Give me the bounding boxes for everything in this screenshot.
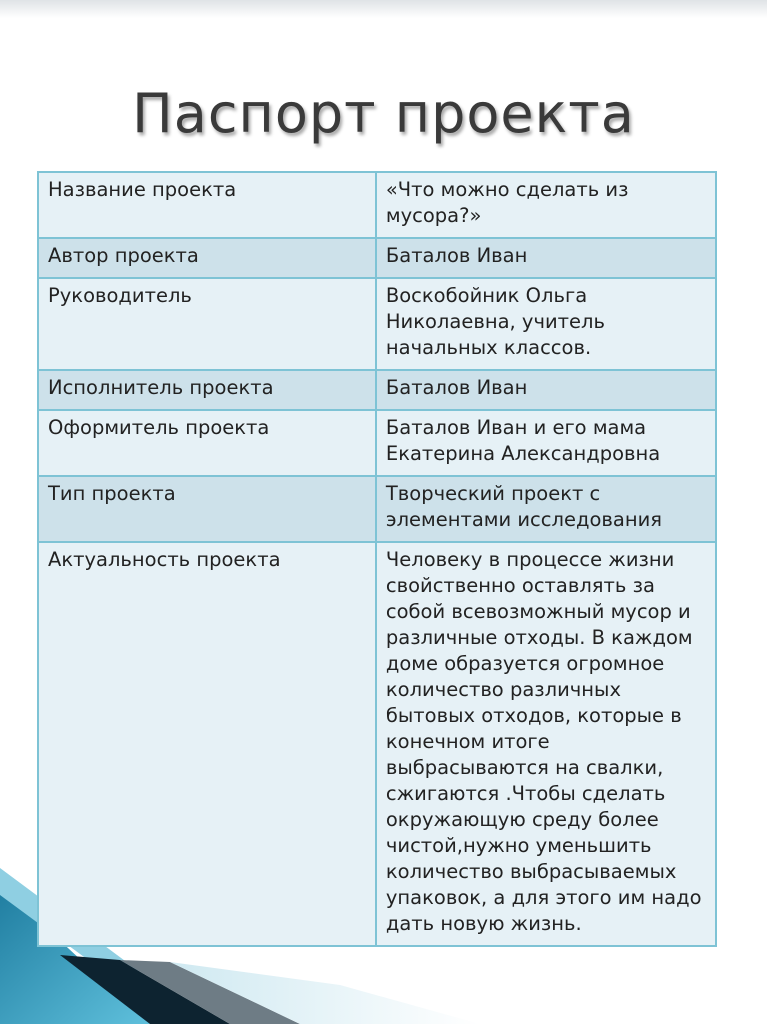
row-label: Тип проекта — [38, 476, 376, 542]
row-value: Человеку в процессе жизни свойственно оставлять за собой всевозможный мусор и различные отходы. В каждом доме образуется огромное количество различных бытовых отходов, которые в конечном итоге выбрасываются на свалки, сжигаются .Чтобы сделать окружающую среду более чистой,нужно уменьшить количество выбрасываемых упаковок, а для этого им надо дать новую жизнь. — [376, 542, 716, 946]
row-value: Баталов Иван и его мама Екатерина Александровна — [376, 410, 716, 476]
table-row — [38, 542, 716, 946]
row-label: Исполнитель проекта — [38, 370, 376, 410]
page-title: Паспорт проекта — [132, 82, 635, 145]
table-row — [38, 278, 716, 370]
row-value: Творческий проект с элементами исследования — [376, 476, 716, 542]
row-label: Название проекта — [38, 172, 376, 238]
row-value: Воскобойник Ольга Николаевна, учитель начальных классов. — [376, 278, 716, 370]
table-row — [38, 410, 716, 476]
row-value: Баталов Иван — [376, 370, 716, 410]
project-passport-table — [37, 171, 717, 947]
table-row — [38, 476, 716, 542]
table-row — [38, 172, 716, 238]
row-label: Оформитель проекта — [38, 410, 376, 476]
table-row — [38, 238, 716, 278]
table-row — [38, 370, 716, 410]
row-value: Баталов Иван — [376, 238, 716, 278]
row-label: Актуальность проекта — [38, 542, 376, 946]
row-label: Автор проекта — [38, 238, 376, 278]
row-label: Руководитель — [38, 278, 376, 370]
row-value: «Что можно сделать из мусора?» — [376, 172, 716, 238]
